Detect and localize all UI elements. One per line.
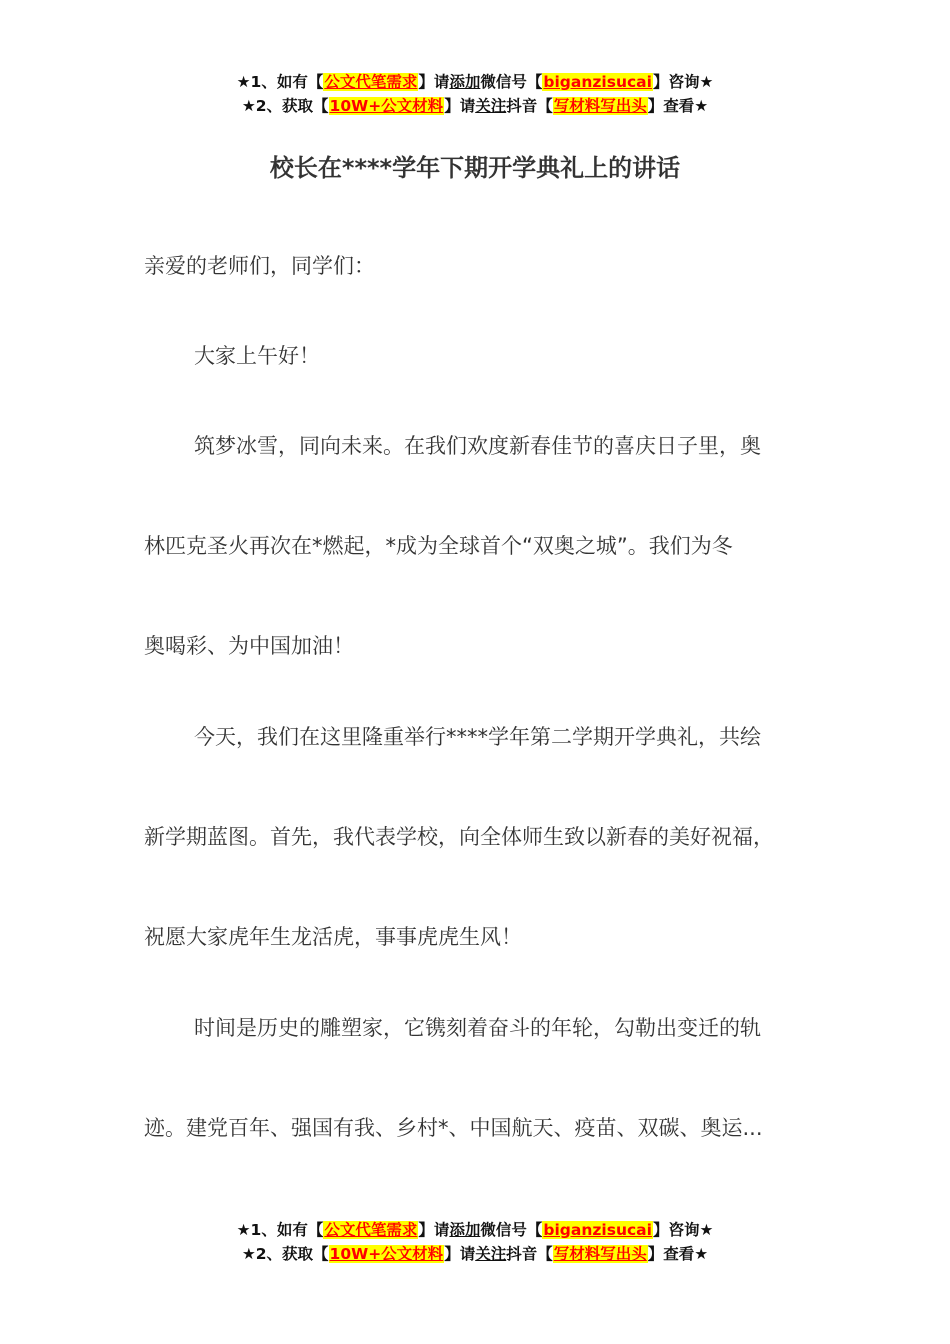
banner-underline: 添加: [449, 73, 481, 91]
banner-text: ★2、获取【: [241, 97, 329, 115]
document-title: 校长在****学年下期开学典礼上的讲话: [269, 154, 681, 182]
body-line: 今天，我们在这里隆重举行****学年第二学期开学典礼，共绘: [194, 725, 761, 749]
banner-text: 】查看★: [647, 97, 709, 115]
banner-text: 微信号【: [480, 1221, 543, 1239]
banner-underline: 添加: [449, 1221, 481, 1239]
body-line: 时间是历史的雕塑家，它镌刻着奋斗的年轮，勾勒出变迁的轨: [194, 1016, 761, 1040]
banner-line-2: [0, 94, 950, 118]
banner-line-1: [0, 70, 950, 94]
body-line: 大家上午好！: [194, 344, 320, 368]
banner-highlight: biganzisucai: [543, 1221, 652, 1239]
banner-text: 】咨询★: [652, 1221, 714, 1239]
body-line: 祝愿大家虎年生龙活虎，事事虎虎生风！: [144, 925, 522, 949]
banner-highlight: 公文代笔需求: [324, 73, 418, 91]
banner-line-1: [0, 1218, 950, 1242]
banner-text: 】咨询★: [652, 73, 714, 91]
banner-highlight: 写材料写出头: [553, 97, 647, 115]
banner-underline: 关注: [475, 1245, 507, 1263]
banner-highlight: 写材料写出头: [553, 1245, 647, 1263]
body-line: 筑梦冰雪，同向未来。在我们欢度新春佳节的喜庆日子里，奥: [194, 434, 761, 458]
header-banner: [0, 70, 950, 118]
banner-text: 】请: [418, 73, 450, 91]
body-line: 奥喝彩、为中国加油！: [144, 634, 354, 658]
banner-highlight: 10W+公文材料: [329, 1245, 444, 1263]
banner-highlight: 公文代笔需求: [324, 1221, 418, 1239]
banner-text: 】请: [444, 1245, 476, 1263]
body-line: 新学期蓝图。首先，我代表学校，向全体师生致以新春的美好祝福，: [144, 825, 774, 849]
body-line: 林匹克圣火再次在*燃起，*成为全球首个“双奥之城”。我们为冬: [144, 534, 733, 558]
banner-text: 抖音【: [506, 1245, 553, 1263]
body-line: 迹。建党百年、强国有我、乡村*、中国航天、疫苗、双碳、奥运...: [144, 1116, 763, 1140]
banner-highlight: 10W+公文材料: [329, 97, 444, 115]
banner-text: ★2、获取【: [241, 1245, 329, 1263]
banner-text: 】请: [418, 1221, 450, 1239]
salutation: 亲爱的老师们，同学们：: [144, 254, 375, 278]
banner-text: 微信号【: [480, 73, 543, 91]
banner-text: 】查看★: [647, 1245, 709, 1263]
banner-highlight: biganzisucai: [543, 73, 652, 91]
banner-underline: 关注: [475, 97, 507, 115]
banner-text: ★1、如有【: [236, 1221, 324, 1239]
banner-text: ★1、如有【: [236, 73, 324, 91]
banner-line-2: [0, 1242, 950, 1266]
banner-text: 】请: [444, 97, 476, 115]
footer-banner: [0, 1218, 950, 1266]
banner-text: 抖音【: [506, 97, 553, 115]
